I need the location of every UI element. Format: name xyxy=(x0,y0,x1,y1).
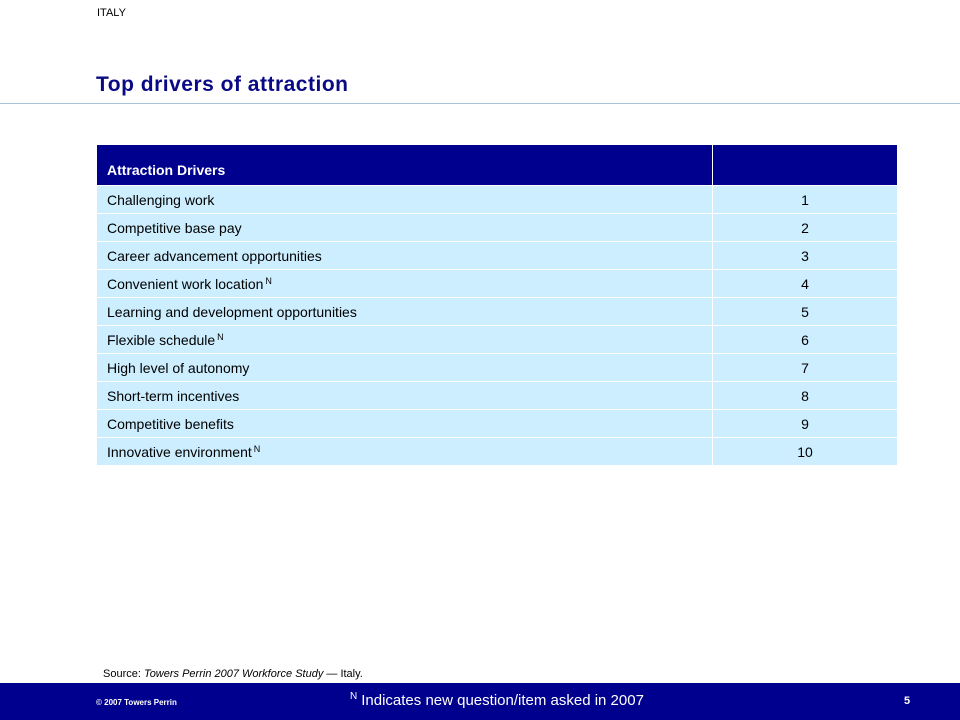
driver-label: High level of autonomy xyxy=(107,359,250,376)
driver-label-cell xyxy=(97,382,713,410)
table-row xyxy=(97,382,898,410)
driver-rank: 1 xyxy=(713,186,898,214)
driver-label-cell xyxy=(97,270,713,298)
driver-rank: 5 xyxy=(713,298,898,326)
table-row xyxy=(97,214,898,242)
driver-label: Flexible schedule xyxy=(107,331,216,348)
source-prefix: Source: xyxy=(103,668,141,680)
new-item-marker: N xyxy=(265,275,272,286)
driver-label: Competitive benefits xyxy=(107,415,234,432)
source-study: Towers Perrin 2007 Workforce Study xyxy=(143,668,324,680)
driver-label-cell xyxy=(97,326,713,354)
driver-label: Convenient work location xyxy=(107,275,264,292)
footnote-text: Indicates new question/item asked in 2007 xyxy=(361,692,644,709)
table-row xyxy=(97,186,898,214)
new-item-marker: N xyxy=(253,443,261,454)
driver-rank: 3 xyxy=(713,242,898,270)
page-number: 5 xyxy=(904,695,911,707)
table-row xyxy=(97,354,898,382)
driver-label-cell xyxy=(97,242,713,270)
driver-label-cell xyxy=(97,410,713,438)
page-title: Top drivers of attraction xyxy=(96,73,349,96)
table-row xyxy=(97,410,898,438)
driver-rank: 10 xyxy=(713,438,898,466)
country-label: ITALY xyxy=(97,7,126,19)
table-row xyxy=(97,326,898,354)
table-row xyxy=(97,438,898,466)
column-header-drivers: Attraction Drivers xyxy=(97,145,713,186)
footnote-marker: N xyxy=(350,691,358,702)
driver-rank: 4 xyxy=(713,270,898,298)
driver-rank: 9 xyxy=(713,410,898,438)
driver-label: Innovative environment xyxy=(107,443,252,460)
driver-rank: 8 xyxy=(713,382,898,410)
driver-label: Short-term incentives xyxy=(107,387,240,404)
driver-label: Competitive base pay xyxy=(107,219,242,236)
driver-rank: 7 xyxy=(713,354,898,382)
driver-label: Career advancement opportunities xyxy=(107,247,322,264)
driver-rank: 6 xyxy=(713,326,898,354)
attraction-drivers-table xyxy=(96,144,898,466)
column-header-rank xyxy=(713,145,898,186)
driver-label-cell xyxy=(97,186,713,214)
driver-label: Challenging work xyxy=(107,191,215,208)
driver-label-cell xyxy=(97,298,713,326)
table-row xyxy=(97,270,898,298)
copyright: © 2007 Towers Perrin xyxy=(96,698,177,707)
driver-label-cell xyxy=(97,438,713,466)
table-row xyxy=(97,242,898,270)
source-note xyxy=(103,668,363,680)
table-row xyxy=(97,298,898,326)
driver-label-cell xyxy=(97,214,713,242)
new-item-marker: N xyxy=(217,331,224,342)
driver-label-cell xyxy=(97,354,713,382)
driver-rank: 2 xyxy=(713,214,898,242)
footer-bar xyxy=(0,683,960,720)
title-divider xyxy=(0,103,960,104)
footnote xyxy=(350,691,644,709)
driver-label: Learning and development opportunities xyxy=(107,303,357,320)
table-header-row xyxy=(97,145,898,186)
source-suffix: — Italy. xyxy=(326,668,363,680)
